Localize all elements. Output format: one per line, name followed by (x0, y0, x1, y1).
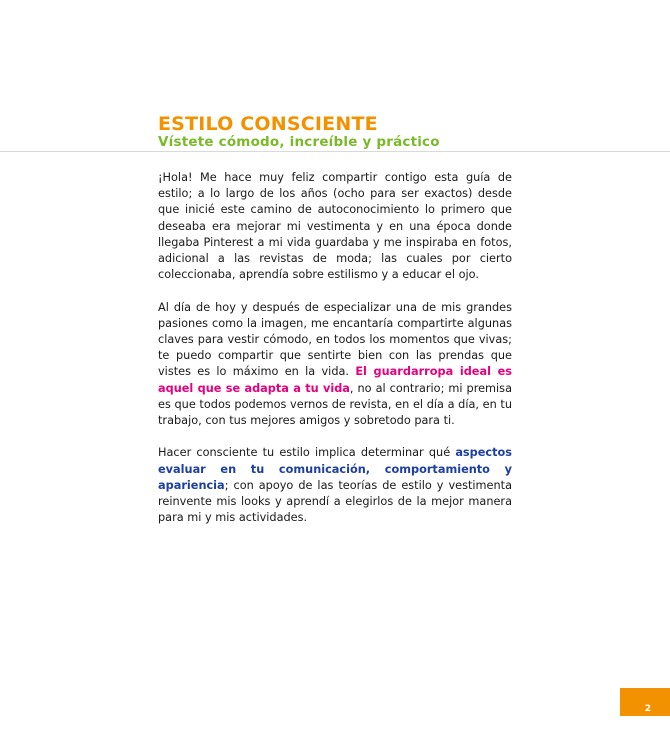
paragraph-conscious-style (158, 445, 512, 526)
page-title: ESTILO CONSCIENTE (158, 113, 378, 135)
paragraph-wardrobe-text-start: Al día de hoy y después de especializar una de mis grandes pasiones como la imagen, me encantaría compartirte algunas claves para vestir cómodo, en todos los momentos que vivas; te puedo compartir que sentirte bien con las prendas que vistes es lo máximo en la vida. (158, 300, 512, 379)
paragraph-wardrobe-text-end: , no al contrario; mi premisa es que todos podemos vernos de revista, en el día a día, en tu trabajo, con tus mejores amigos y sobretodo para ti. (158, 381, 512, 428)
paragraph-conscious-style-text-end: ; con apoyo de las teorías de estilo y vestimenta reinvente mis looks y aprendí a elegirlos de la mejor manera para mi y mis actividades. (158, 478, 512, 525)
paragraph-wardrobe (158, 300, 512, 430)
page-subtitle: Vístete cómodo, increíble y práctico (158, 134, 440, 150)
header-divider (0, 151, 670, 152)
paragraph-intro: ¡Hola! Me hace muy feliz compartir contigo esta guía de estilo; a lo largo de los años (ocho para ser exactos) desde que inicié este camino de autoconocimiento lo primero que deseaba era mejorar mi vestimenta y en una época donde llegaba Pinterest a mi vida guardaba y me inspiraba en fotos, adicional a las revistas de moda; las cuales por cierto coleccionaba, aprendía sobre estilismo y a educar el ojo. (158, 171, 512, 282)
paragraph-conscious-style-text-start: Hacer consciente tu estilo implica determinar qué (158, 446, 456, 460)
highlight-wardrobe-quote: El guardarropa ideal es aquel que se adapta a tu vida (158, 365, 512, 395)
page-header (158, 113, 440, 150)
highlight-aspects: aspectos evaluar en tu comunicación, comportamiento y apariencia (158, 446, 512, 492)
page-number-tab (620, 688, 670, 716)
page-number: 2 (644, 704, 651, 714)
body-text (158, 170, 512, 543)
